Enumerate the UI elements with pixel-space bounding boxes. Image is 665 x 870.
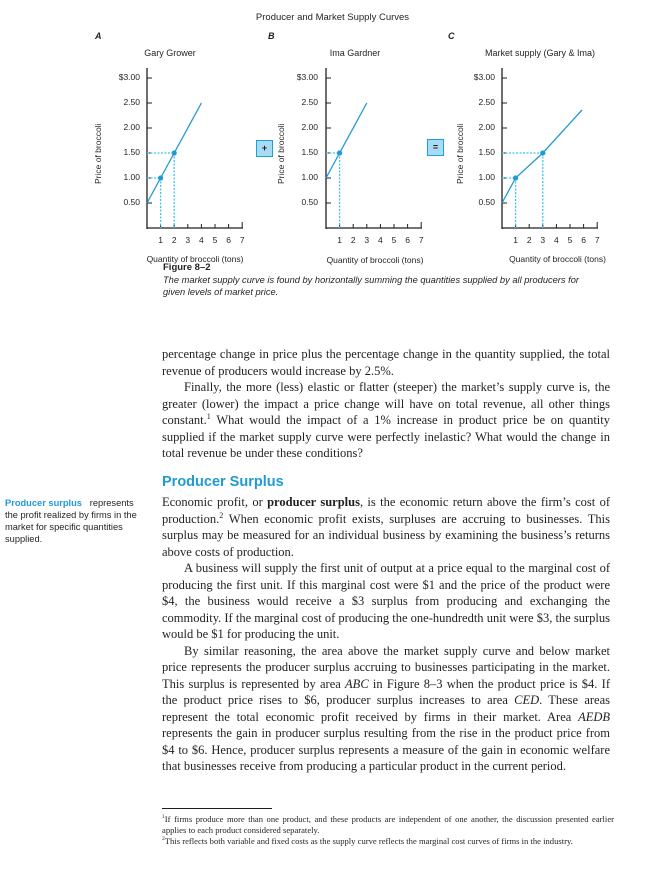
chart-b-xtick: 1	[337, 235, 342, 245]
figure-caption: The market supply curve is found by horizontally summing the quantities supplied by all producers for given levels of market price.	[163, 275, 579, 297]
chart-b-xtick: 3	[364, 235, 370, 245]
chart-a-ytick: 2.50	[123, 97, 140, 107]
chart-a-xtick: 4	[199, 235, 204, 245]
chart-c-xtick: 6	[581, 235, 586, 245]
chart-a-ytick: $3.00	[118, 72, 140, 82]
paragraph: percentage change in price plus the percentage change in the quantity supplied, the total revenue of producers would increase by 2.5%.	[162, 347, 610, 378]
panel-label-a: A	[95, 31, 102, 41]
chart-c-ytick: 1.50	[478, 147, 495, 157]
chart-a-xtick: 5	[212, 235, 218, 245]
chart-b-xtick: 6	[405, 235, 410, 245]
paragraph: Finally, the more (less) elastic or flatter (steeper) the market’s supply curve is, the greater (lower) the impact a price change will have on total revenue, all other things constant.$^1$ What would the impact of a 1% increase in product price be on quantity supplied if the market supply curve were perfectly inelastic? What would the change in total revenue be under these conditions?	[162, 380, 610, 460]
chart-c-ytick: 1.00	[478, 172, 495, 182]
chart-c-ytick: $3.00	[473, 72, 495, 82]
chart-a-xtick: 6	[226, 235, 231, 245]
margin-term: Producer surplus	[5, 498, 82, 508]
footnote-ref: 1	[206, 411, 211, 421]
chart-a-ylabel: Price of broccoli	[93, 123, 103, 184]
panel-label-b: B	[268, 31, 275, 41]
chart-b-title: Ima Gardner	[329, 48, 381, 58]
chart-a-xtick: 2	[171, 235, 177, 245]
equals-operator-box: =	[427, 139, 444, 156]
chart-a-xtick: 7	[239, 235, 245, 245]
chart-a-title: Gary Grower	[144, 48, 196, 58]
footnotes	[162, 814, 614, 847]
section-heading: Producer Surplus	[162, 474, 284, 490]
figure-number: Figure 8–2	[163, 262, 211, 273]
chart-b-ytick: 0.50	[301, 197, 318, 207]
footnote-divider	[162, 808, 272, 809]
chart-a-xtick: 3	[185, 235, 191, 245]
key-term: producer surplus	[267, 495, 360, 509]
chart-c-title: Market supply (Gary & Ima)	[484, 48, 596, 58]
footnote: $^1$If firms produce more than one product, and these products are independent of one another, the discussion presented earlier applies to each product considered separately.	[162, 814, 614, 835]
plus-operator-box: +	[256, 140, 273, 157]
chart-a-ytick: 0.50	[123, 197, 140, 207]
chart-a-ytick: 2.00	[123, 122, 140, 132]
chart-b-ytick: 2.50	[301, 97, 318, 107]
chart-c-xtick: 5	[567, 235, 573, 245]
paragraph: Economic profit, or producer surplus, is the economic return above the firm’s cost of production.$^2$ When economic profit exists, surpluses are accruing to businesses. This surplus may be measured for an individual business by examining the business’s returns above costs of production.	[162, 495, 610, 559]
chart-c-ytick: 2.50	[478, 97, 495, 107]
chart-c-ylabel: Price of broccoli	[455, 123, 465, 184]
chart-b-ylabel: Price of broccoli	[276, 123, 286, 184]
chart-c-xtick: 1	[513, 235, 518, 245]
paragraph: By similar reasoning, the area above the market supply curve and below market price represents the producer surplus accruing to businesses participating in the market. This surplus is represented by area ABC in Figure 8–3 when the product price is $4. If the product price rises to $6, producer surplus increases to area CED. These areas represent the total economic profit received by firms in their market. Area AEDB represents the gain in producer surplus resulting from the rise in the product price from $4 to $6. Hence, producer surplus represents a measure of the gain in economic welfare that businesses receive from producing a particular product in the current period.	[162, 643, 610, 773]
chart-a-ytick: 1.00	[123, 172, 140, 182]
chart-c-ytick: 2.00	[478, 122, 495, 132]
margin-definition	[5, 497, 143, 545]
chart-c-xtick: 4	[554, 235, 559, 245]
body-text-upper	[162, 346, 610, 462]
panel-label-c: C	[448, 31, 455, 41]
chart-c-xlabel: Quantity of broccoli (tons)	[509, 254, 606, 264]
chart-b-xtick: 5	[391, 235, 397, 245]
chart-c-xtick: 3	[540, 235, 546, 245]
chart-a-xlabel: Quantity of broccoli (tons)	[146, 254, 244, 264]
chart-b-ytick: 1.00	[301, 172, 318, 182]
paragraph: A business will supply the first unit of output at a price equal to the marginal cost of producing the first unit. If this marginal cost were $1 and the price of the product were $4, the business would receive a $3 surplus from producing and exchanging the commodity. If the marginal cost of producing the one-hundredth unit were $3, the surplus would be $1 for producing the unit.	[162, 561, 610, 641]
chart-b-xtick: 2	[350, 235, 356, 245]
chart-b-xtick: 7	[418, 235, 424, 245]
chart-b-ytick: 1.50	[301, 147, 318, 157]
chart-a-plot	[140, 60, 250, 235]
chart-b-plot	[319, 60, 429, 235]
margin-definition-text: represents the profit realized by firms in the market for specific quantities supplied.	[5, 498, 140, 544]
chart-b-xlabel: Quantity of broccoli (tons)	[326, 255, 424, 265]
chart-c-xtick: 2	[526, 235, 532, 245]
chart-b-xtick: 4	[378, 235, 383, 245]
chart-b-ytick: $3.00	[296, 72, 318, 82]
chart-c-xtick: 7	[594, 235, 600, 245]
chart-a-ytick: 1.50	[123, 147, 140, 157]
footnote: $^2$This reflects both variable and fixed costs as the supply curve reflects the marginal cost curves of firms in the industry.	[162, 836, 573, 846]
chart-c-ytick: 0.50	[478, 197, 495, 207]
footnote-ref: 2	[219, 510, 224, 520]
body-text-lower	[162, 494, 610, 775]
chart-c-plot	[495, 60, 605, 235]
chart-a-xtick: 1	[158, 235, 163, 245]
chart-b-ytick: 2.00	[301, 122, 318, 132]
figure-title: Producer and Market Supply Curves	[255, 12, 410, 23]
